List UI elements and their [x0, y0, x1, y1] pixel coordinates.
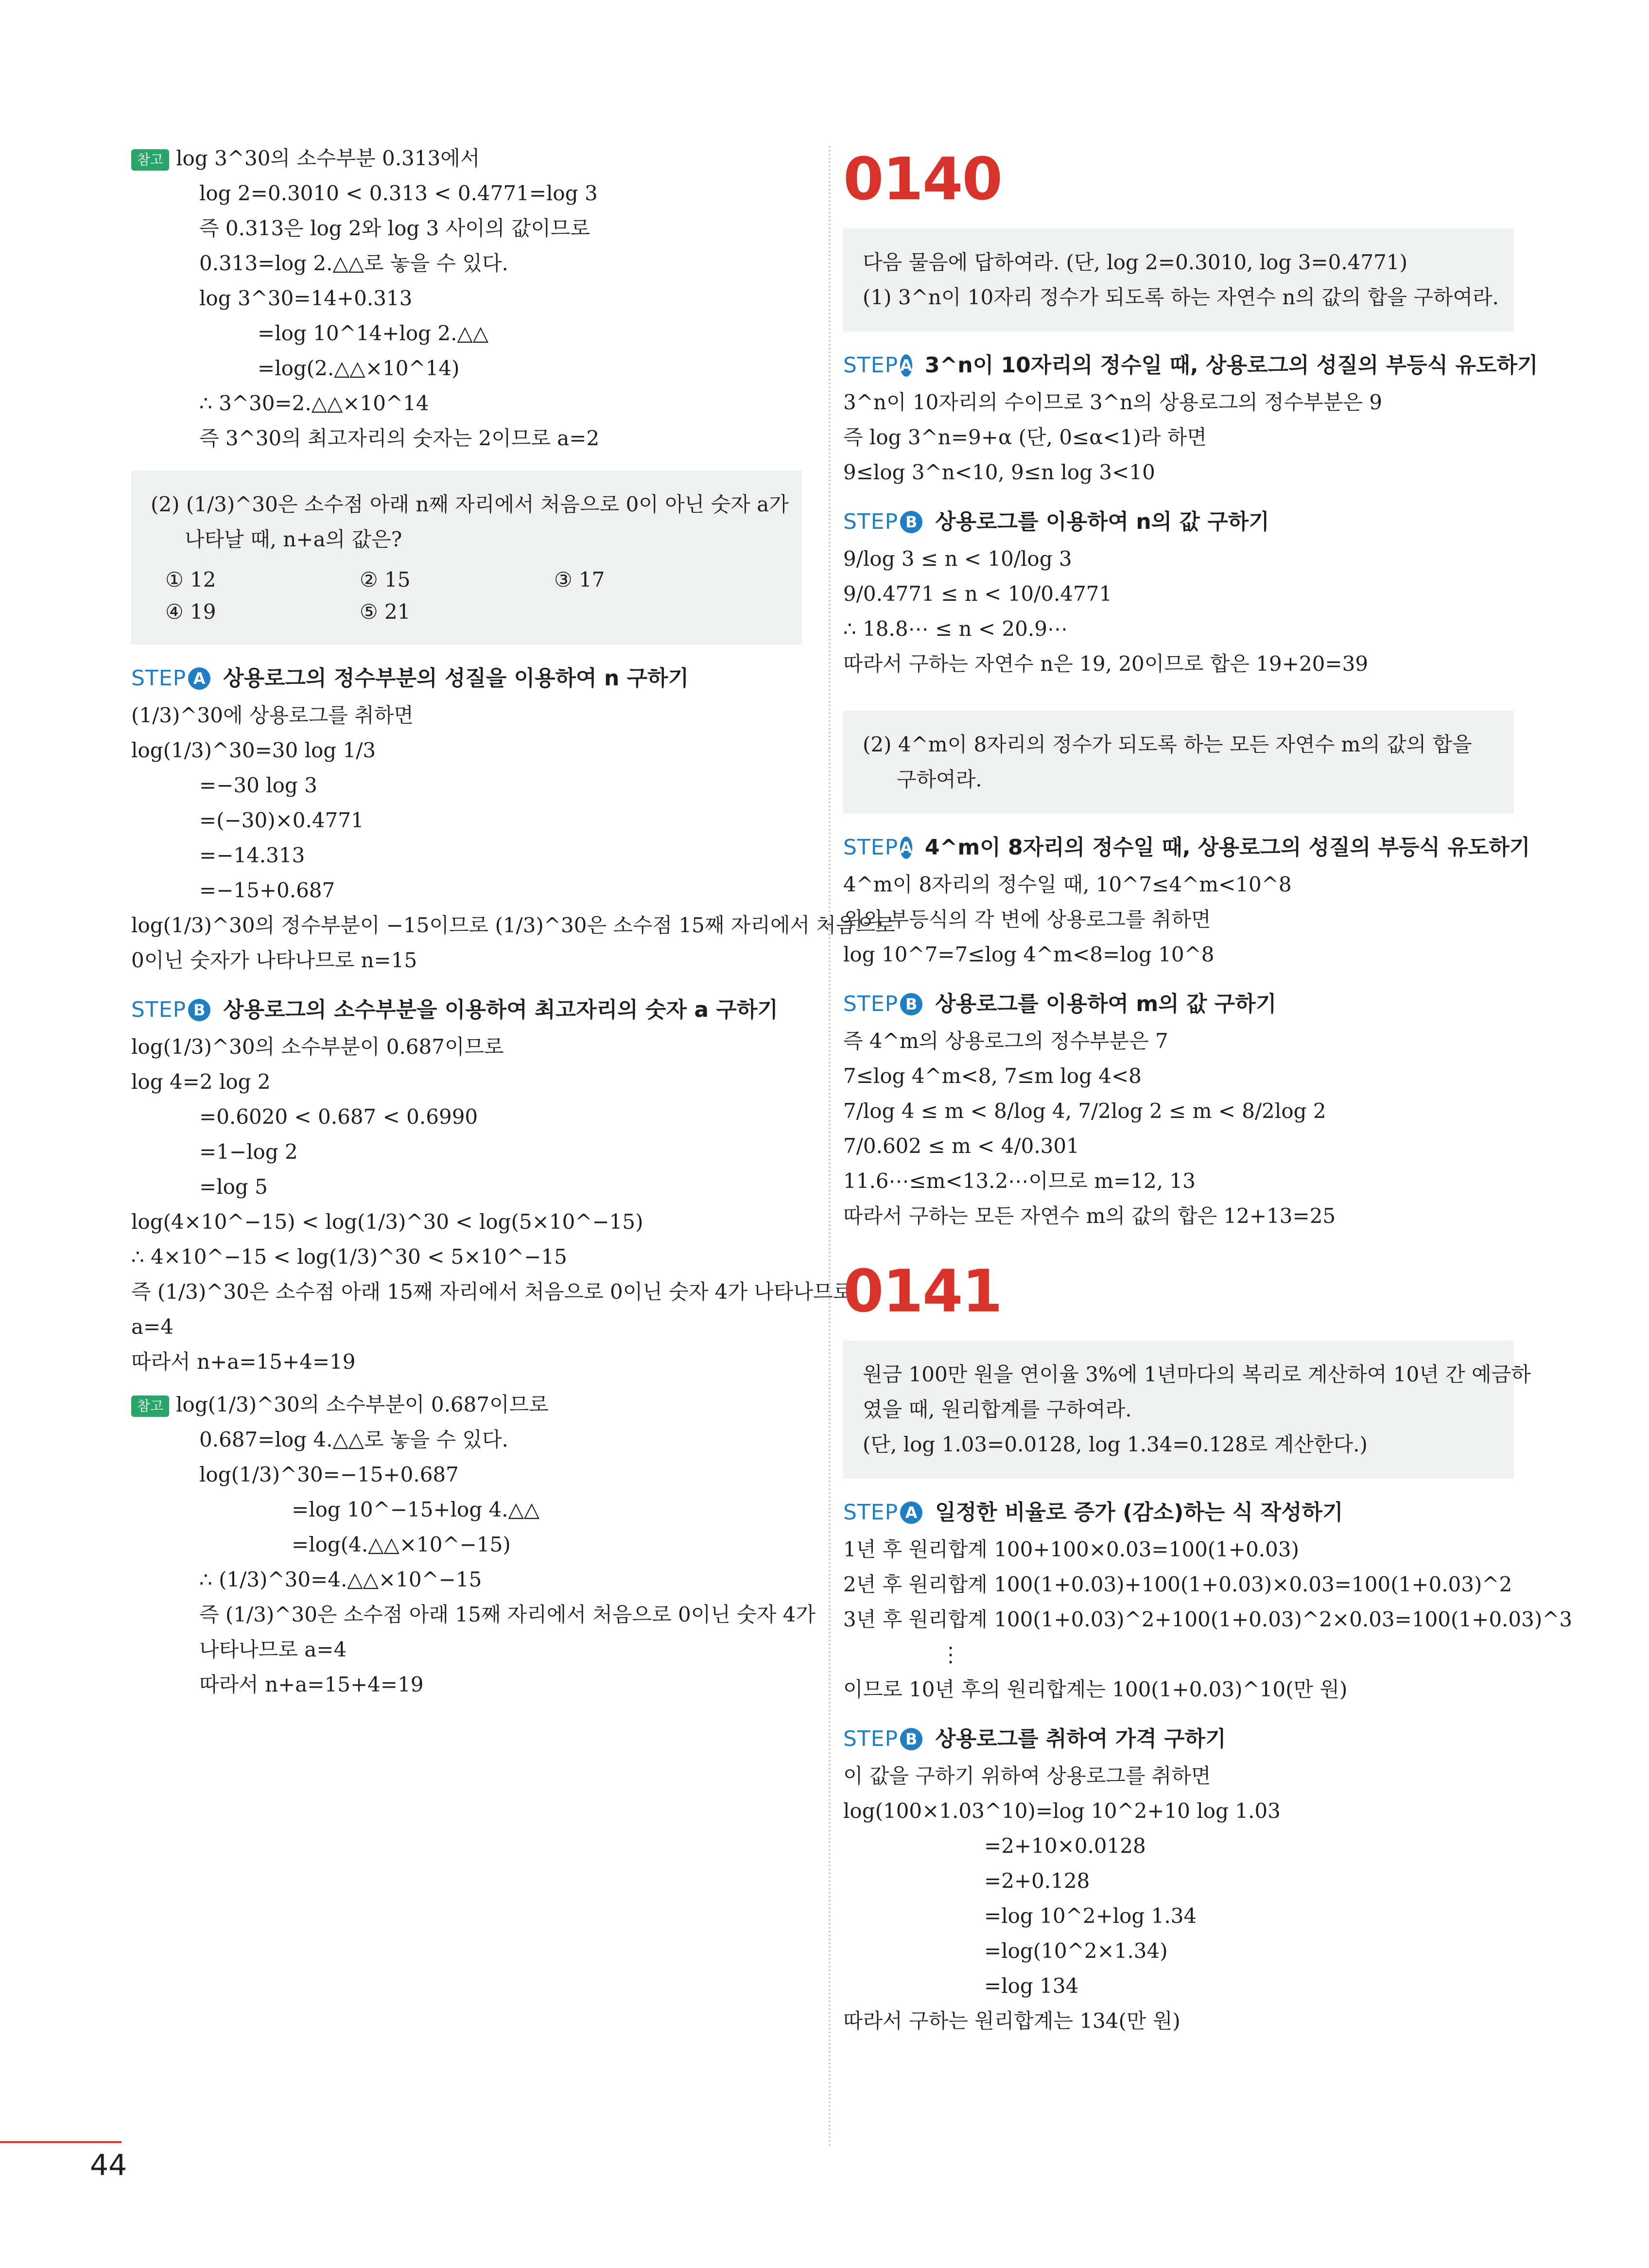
choice-item[interactable]: ④ 19 — [165, 600, 216, 624]
step-title: 3^n이 10자리의 정수일 때, 상용로그의 성질의 부등식 유도하기 — [924, 353, 1538, 378]
step-title: 상용로그를 이용하여 n의 값 구하기 — [935, 509, 1269, 534]
note-line: 0.687=log 4.△△로 놓을 수 있다. — [199, 1428, 508, 1451]
note-line: 따라서 n+a=15+4=19 — [199, 1673, 424, 1696]
solution-line: a=4 — [131, 1315, 174, 1339]
step-word: STEP — [131, 666, 187, 691]
solution-line: 따라서 구하는 자연수 n은 19, 20이므로 합은 19+20=39 — [843, 652, 1369, 676]
step-b-heading — [843, 985, 1514, 1024]
solution-line: 즉 4^m의 상용로그의 정수부분은 7 — [843, 1029, 1168, 1053]
column-divider — [829, 146, 831, 2148]
solution-line: 이 값을 구하기 위하여 상용로그를 취하면 — [843, 1764, 1211, 1788]
solution-line: =log 134 — [984, 1974, 1079, 1998]
problem-line: 원금 100만 원을 연이율 3%에 1년마다의 복리로 계산하여 10년 간 예금하 — [863, 1362, 1531, 1386]
note-line: 0.313=log 2.△△로 놓을 수 있다. — [199, 251, 508, 275]
solution-line: 7/log 4 ≤ m < 8/log 4, 7/2log 2 ≤ m < 8/2log 2 — [843, 1099, 1326, 1123]
note-line: log 2=0.3010 < 0.313 < 0.4771=log 3 — [199, 181, 598, 205]
solution-line: 즉 log 3^n=9+α (단, 0≤α<1)라 하면 — [843, 425, 1207, 449]
note-line: =log(4.△△×10^−15) — [292, 1533, 511, 1556]
solution-line: 즉 (1/3)^30은 소수점 아래 15째 자리에서 처음으로 0이닌 숫자 4가 나타나므로 — [131, 1280, 853, 1304]
solution-line: 4^m이 8자리의 정수일 때, 10^7≤4^m<10^8 — [843, 872, 1292, 896]
solution-line: log(100×1.03^10)=log 10^2+10 log 1.03 — [843, 1799, 1281, 1823]
note-line: 즉 (1/3)^30은 소수점 아래 15째 자리에서 처음으로 0이닌 숫자 4가 — [199, 1603, 816, 1626]
solution-line: ∴ 18.8⋯ ≤ n < 20.9⋯ — [843, 617, 1068, 641]
solution-line: log(4×10^−15) < log(1/3)^30 < log(5×10^−15) — [131, 1210, 643, 1234]
solution-line: 2년 후 원리합계 100(1+0.03)+100(1+0.03)×0.03=100(1+0.03)^2 — [843, 1572, 1512, 1596]
step-word: STEP — [843, 353, 899, 378]
step-word: STEP — [843, 1500, 899, 1525]
step-word: STEP — [843, 835, 899, 860]
note-line: 즉 0.313은 log 2와 log 3 사이의 값이므로 — [199, 216, 590, 240]
solution-line: log(1/3)^30=30 log 1/3 — [131, 738, 376, 762]
solution-line: 따라서 구하는 원리합계는 134(만 원) — [843, 2009, 1180, 2033]
solution-line: ⋮ — [940, 1642, 961, 1666]
choice-item[interactable]: ⑤ 21 — [360, 600, 411, 624]
solution-line: =−15+0.687 — [199, 878, 335, 902]
step-title: 상용로그를 취하여 가격 구하기 — [935, 1727, 1226, 1751]
solution-line: =2+10×0.0128 — [984, 1834, 1146, 1858]
step-b-heading — [843, 503, 1514, 541]
choice-item[interactable]: ② 15 — [360, 568, 411, 592]
note-label: 참고 — [131, 1396, 169, 1417]
choice-item[interactable]: ① 12 — [165, 568, 216, 592]
solution-line: 따라서 n+a=15+4=19 — [131, 1350, 356, 1374]
problem-line: 구하여라. — [897, 768, 982, 791]
note-line: =log 10^−15+log 4.△△ — [292, 1498, 540, 1521]
step-badge: A — [900, 837, 912, 859]
note-line: ∴ (1/3)^30=4.△△×10^−15 — [199, 1568, 482, 1591]
step-title: 일정한 비율로 증가 (감소)하는 식 작성하기 — [935, 1500, 1343, 1525]
step-title: 상용로그의 정수부분의 성질을 이용하여 n 구하기 — [223, 666, 689, 691]
note-line: =log 10^14+log 2.△△ — [258, 321, 489, 345]
solution-line: =−30 log 3 — [199, 773, 317, 797]
step-word: STEP — [843, 509, 899, 534]
note-line: log(1/3)^30=−15+0.687 — [199, 1463, 459, 1486]
problem-line: 나타날 때, n+a의 값은? — [185, 527, 402, 551]
problem-line: 다음 물음에 답하여라. (단, log 2=0.3010, log 3=0.4771) — [863, 250, 1407, 274]
solution-line: =2+0.128 — [984, 1869, 1090, 1893]
solution-line: =log(10^2×1.34) — [984, 1939, 1168, 1963]
solution-line: log 10^7=7≤log 4^m<8=log 10^8 — [843, 942, 1215, 966]
solution-line: 9≤log 3^n<10, 9≤n log 3<10 — [843, 460, 1155, 484]
problem-box — [843, 711, 1514, 814]
step-a-heading — [843, 346, 1538, 385]
note-line: 나타나므로 a=4 — [199, 1638, 347, 1661]
step-word: STEP — [131, 997, 187, 1022]
solution-line: 따라서 구하는 모든 자연수 m의 값의 합은 12+13=25 — [843, 1204, 1336, 1228]
solution-line: 11.6⋯≤m<13.2⋯이므로 m=12, 13 — [843, 1169, 1196, 1193]
solution-line: 7/0.602 ≤ m < 4/0.301 — [843, 1134, 1079, 1158]
footer-rule — [0, 2141, 122, 2143]
note-line: log(1/3)^30의 소수부분이 0.687이므로 — [176, 1393, 549, 1416]
solution-line: =0.6020 < 0.687 < 0.6990 — [199, 1105, 478, 1129]
step-b-heading — [131, 991, 802, 1029]
step-b-heading — [843, 1720, 1514, 1759]
step-badge: B — [900, 1728, 922, 1750]
step-a-heading — [843, 828, 1530, 867]
step-title: 상용로그를 이용하여 m의 값 구하기 — [935, 992, 1277, 1016]
step-badge: A — [900, 354, 912, 377]
solution-line: log 4=2 log 2 — [131, 1070, 271, 1094]
solution-line: 9/0.4771 ≤ n < 10/0.4771 — [843, 582, 1112, 606]
solution-line: ∴ 4×10^−15 < log(1/3)^30 < 5×10^−15 — [131, 1245, 567, 1269]
note-block-2 — [131, 1387, 816, 1702]
problem-box — [843, 228, 1514, 331]
problem-number: 0140 — [843, 146, 1002, 213]
problem-line: (1) 3^n이 10자리 정수가 되도록 하는 자연수 n의 값의 합을 구하여라. — [863, 285, 1499, 309]
problem-line: 였을 때, 원리합계를 구하여라. — [863, 1397, 1132, 1421]
step-title: 상용로그의 소수부분을 이용하여 최고자리의 숫자 a 구하기 — [223, 997, 778, 1022]
solution-line: log(1/3)^30의 소수부분이 0.687이므로 — [131, 1035, 504, 1059]
problem-box — [843, 1341, 1531, 1479]
solution-line: =−14.313 — [199, 843, 305, 867]
solution-line: log(1/3)^30의 정수부분이 −15이므로 (1/3)^30은 소수점 15째 자리에서 처음으로 — [131, 913, 895, 937]
solution-line: =log 5 — [199, 1175, 268, 1199]
choice-item[interactable]: ③ 17 — [554, 568, 605, 592]
step-title: 4^m이 8자리의 정수일 때, 상용로그의 성질의 부등식 유도하기 — [924, 835, 1530, 860]
step-badge: B — [188, 999, 210, 1021]
step-a-heading — [843, 1493, 1514, 1532]
problem-2-box — [131, 471, 802, 645]
step-a-heading — [131, 659, 802, 698]
step-badge: A — [188, 667, 210, 690]
step-badge: B — [900, 511, 922, 533]
choice-list — [165, 564, 782, 628]
page-number: 44 — [90, 2148, 127, 2182]
problem-number: 0141 — [843, 1258, 1002, 1326]
solution-line: 이므로 10년 후의 원리합계는 100(1+0.03)^10(만 원) — [843, 1677, 1348, 1701]
solution-line: 7≤log 4^m<8, 7≤m log 4<8 — [843, 1064, 1142, 1088]
note-line: ∴ 3^30=2.△△×10^14 — [199, 391, 429, 415]
note-block-1 — [131, 141, 802, 456]
solution-line: 9/log 3 ≤ n < 10/log 3 — [843, 547, 1072, 571]
solution-line: 0이닌 숫자가 나타나므로 n=15 — [131, 948, 417, 972]
step-badge: B — [900, 993, 922, 1015]
solution-line: 3년 후 원리합계 100(1+0.03)^2+100(1+0.03)^2×0.03=100(1+0.03)^3 — [843, 1607, 1573, 1631]
note-line: 즉 3^30의 최고자리의 숫자는 2이므로 a=2 — [199, 426, 600, 450]
solution-line: 3^n이 10자리의 수이므로 3^n의 상용로그의 정수부분은 9 — [843, 390, 1383, 414]
note-label: 참고 — [131, 149, 169, 171]
left-column — [131, 141, 895, 1702]
problem-line: (단, log 1.03=0.0128, log 1.34=0.128로 계산한다.) — [863, 1432, 1368, 1456]
step-word: STEP — [843, 1727, 899, 1751]
solution-line: =(−30)×0.4771 — [199, 808, 364, 832]
note-line: log 3^30=14+0.313 — [199, 286, 413, 310]
step-badge: A — [900, 1501, 922, 1524]
solution-line: 위의 부등식의 각 변에 상용로그를 취하면 — [843, 907, 1211, 931]
solution-line: =log 10^2+log 1.34 — [984, 1904, 1197, 1928]
solution-line: (1/3)^30에 상용로그를 취하면 — [131, 703, 414, 727]
solution-line: =1−log 2 — [199, 1140, 298, 1164]
solution-line: 1년 후 원리합계 100+100×0.03=100(1+0.03) — [843, 1537, 1299, 1561]
right-column — [843, 141, 1573, 2039]
step-word: STEP — [843, 992, 899, 1016]
note-line: =log(2.△△×10^14) — [258, 356, 460, 380]
problem-line: (2) (1/3)^30은 소수점 아래 n째 자리에서 처음으로 0이 아닌 숫자 a가 — [151, 492, 789, 516]
note-line: log 3^30의 소수부분 0.313에서 — [176, 146, 480, 170]
problem-line: (2) 4^m이 8자리의 정수가 되도록 하는 모든 자연수 m의 값의 합을 — [863, 733, 1472, 756]
